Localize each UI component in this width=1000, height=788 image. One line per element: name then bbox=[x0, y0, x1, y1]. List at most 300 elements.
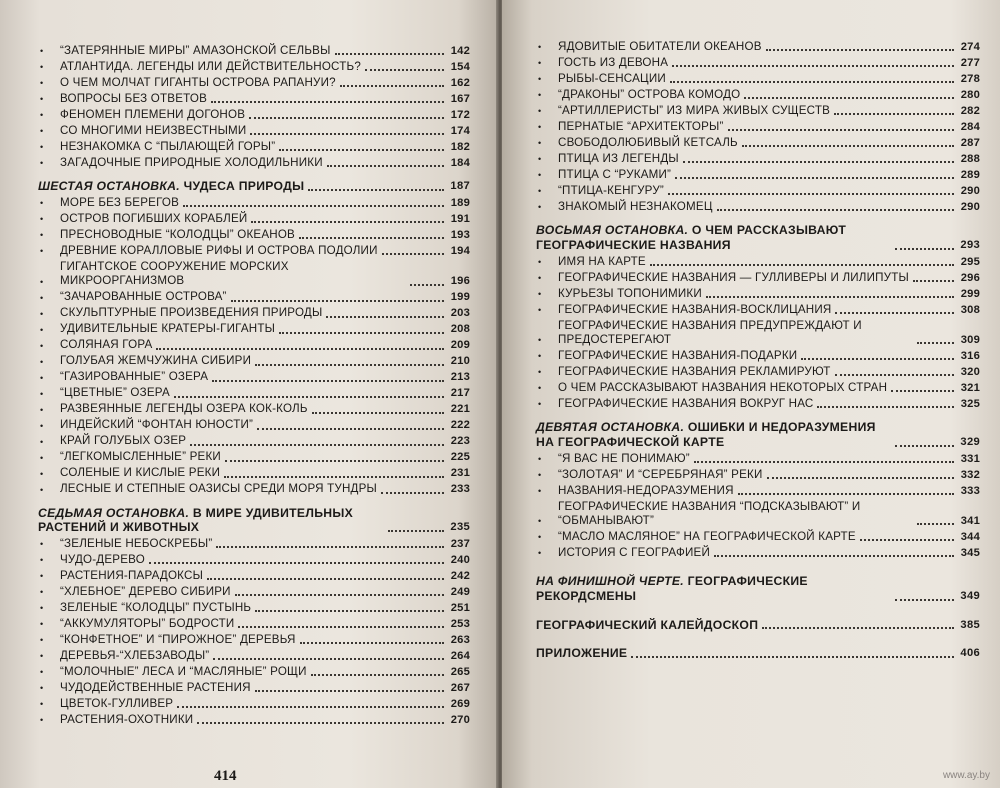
page-number: 267 bbox=[450, 682, 470, 694]
entry-title: ЧУДО-ДЕРЕВО bbox=[60, 553, 145, 566]
section-title: О ЧЕМ РАССКАЗЫВАЮТ ГЕОГРАФИЧЕСКИЕ НАЗВАНИЯ bbox=[536, 223, 847, 252]
page-number: 199 bbox=[450, 291, 470, 304]
toc-entry bbox=[536, 40, 980, 54]
toc-entry bbox=[38, 370, 470, 384]
section-heading-8 bbox=[536, 223, 980, 252]
entry-title: ПТИЦА ИЗ ЛЕГЕНДЫ bbox=[558, 152, 679, 165]
leader-dots bbox=[410, 284, 444, 286]
leader-dots bbox=[683, 161, 954, 163]
toc-entry bbox=[38, 354, 470, 368]
entry-title: ВОПРОСЫ БЕЗ ОТВЕТОВ bbox=[60, 92, 208, 105]
entry-title: “ПТИЦА-КЕНГУРУ” bbox=[558, 184, 664, 197]
bullet-icon: • bbox=[40, 324, 44, 335]
leader-dots bbox=[149, 562, 444, 564]
entry-title: МОРЕ БЕЗ БЕРЕГОВ bbox=[60, 196, 180, 209]
toc-entry bbox=[38, 402, 470, 416]
bullet-icon: • bbox=[40, 404, 44, 415]
toc-entry bbox=[38, 306, 470, 320]
bullet-icon: • bbox=[40, 388, 44, 399]
toc-entry bbox=[38, 569, 470, 583]
toc-entry bbox=[536, 381, 980, 395]
bullet-icon: • bbox=[538, 154, 542, 165]
page-number: 208 bbox=[450, 323, 470, 336]
bullet-icon: • bbox=[40, 276, 44, 287]
leader-dots bbox=[834, 113, 954, 115]
toc-entry bbox=[38, 482, 470, 496]
page-number: 280 bbox=[960, 89, 980, 101]
bullet-icon: • bbox=[538, 122, 542, 133]
entry-title: АТЛАНТИДА. ЛЕГЕНДЫ ИЛИ ДЕЙСТВИТЕЛЬНОСТЬ? bbox=[60, 60, 361, 73]
toc-entry bbox=[38, 76, 470, 90]
bullet-icon: • bbox=[538, 305, 542, 315]
bullet-icon: • bbox=[40, 308, 44, 319]
toc-entry bbox=[38, 553, 470, 567]
bullet-icon: • bbox=[40, 46, 44, 57]
toc-entry bbox=[536, 152, 980, 166]
bullet-icon: • bbox=[538, 486, 542, 496]
bullet-icon: • bbox=[40, 246, 44, 257]
page-number: 344 bbox=[960, 531, 980, 543]
section-heading-final bbox=[536, 574, 980, 603]
leader-dots bbox=[717, 209, 954, 211]
page-number: 209 bbox=[450, 339, 470, 352]
entry-title: РАЗВЕЯННЫЕ ЛЕГЕНДЫ ОЗЕРА КОК-КОЛЬ bbox=[60, 402, 308, 416]
section-title: ГЕОГРАФИЧЕСКИЙ КАЛЕЙДОСКОП bbox=[536, 617, 759, 632]
bullet-icon: • bbox=[40, 539, 44, 550]
leader-dots bbox=[190, 444, 444, 446]
section-lead: ДЕВЯТАЯ ОСТАНОВКА. bbox=[536, 420, 685, 435]
entry-title: ЗЕЛЕНЫЕ “КОЛОДЦЫ” ПУСТЫНЬ bbox=[60, 601, 252, 614]
leader-dots bbox=[216, 546, 444, 548]
toc-entry bbox=[38, 665, 470, 679]
toc-entry bbox=[38, 601, 470, 615]
page-number: 237 bbox=[450, 538, 470, 550]
page-number: 264 bbox=[450, 650, 470, 662]
bullet-icon: • bbox=[538, 186, 542, 197]
toc-entry bbox=[536, 184, 980, 198]
leader-dots bbox=[694, 461, 954, 463]
bullet-icon: • bbox=[538, 74, 542, 85]
entry-title: ГЕОГРАФИЧЕСКИЕ НАЗВАНИЯ — ГУЛЛИВЕРЫ И ЛИЛИПУТЫ bbox=[558, 270, 909, 284]
entry-title: “ЗЕЛЕНЫЕ НЕБОСКРЕБЫ” bbox=[60, 537, 213, 550]
bullet-icon: • bbox=[40, 436, 44, 447]
bullet-icon: • bbox=[40, 619, 44, 630]
watermark: www.ay.by bbox=[942, 770, 990, 781]
page-number: 196 bbox=[450, 275, 470, 288]
leader-dots bbox=[249, 117, 444, 119]
section-heading-6 bbox=[38, 179, 470, 194]
toc-entry bbox=[38, 260, 470, 289]
section-lead: НА ФИНИШНОЙ ЧЕРТЕ. bbox=[536, 574, 684, 589]
entry-title: ПТИЦА С “РУКАМИ” bbox=[558, 168, 672, 181]
entry-title: “ЗАЧАРОВАННЫЕ ОСТРОВА” bbox=[60, 290, 227, 304]
leader-dots bbox=[327, 165, 444, 167]
leader-dots bbox=[381, 492, 444, 494]
bullet-icon: • bbox=[538, 289, 542, 299]
bullet-icon: • bbox=[538, 367, 542, 378]
leader-dots bbox=[212, 380, 444, 382]
toc-entry bbox=[38, 697, 470, 711]
page-number: 282 bbox=[960, 105, 980, 117]
toc-entry bbox=[536, 365, 980, 379]
bullet-icon: • bbox=[40, 110, 44, 121]
page-number: 242 bbox=[450, 570, 470, 582]
bullet-icon: • bbox=[40, 94, 44, 105]
entry-title: ЛЕСНЫЕ И СТЕПНЫЕ ОАЗИСЫ СРЕДИ МОРЯ ТУНДРЫ bbox=[60, 482, 378, 496]
page-number: 341 bbox=[960, 515, 980, 527]
bullet-icon: • bbox=[40, 78, 44, 89]
entry-title: “АРТИЛЛЕРИСТЫ” ИЗ МИРА ЖИВЫХ СУЩЕСТВ bbox=[558, 104, 831, 117]
entry-title: “МАСЛО МАСЛЯНОЕ” НА ГЕОГРАФИЧЕСКОЙ КАРТЕ bbox=[558, 530, 856, 543]
entry-title: СО МНОГИМИ НЕИЗВЕСТНЫМИ bbox=[60, 124, 247, 137]
leader-dots bbox=[801, 358, 954, 360]
entry-title: ИМЯ НА КАРТЕ bbox=[558, 254, 646, 268]
entry-title: ФЕНОМЕН ПЛЕМЕНИ ДОГОНОВ bbox=[60, 108, 246, 121]
entry-title: О ЧЕМ МОЛЧАТ ГИГАНТЫ ОСТРОВА РАПАНУИ? bbox=[60, 76, 336, 89]
page-number: 320 bbox=[960, 366, 980, 378]
bullet-icon: • bbox=[40, 715, 44, 726]
page-number: 223 bbox=[450, 435, 470, 448]
page-number: 345 bbox=[960, 547, 980, 559]
leader-dots bbox=[895, 248, 954, 250]
page-number: 333 bbox=[960, 484, 980, 497]
toc-entry bbox=[536, 319, 980, 348]
page-number: 296 bbox=[960, 271, 980, 284]
leader-dots bbox=[728, 129, 954, 131]
page-number: 265 bbox=[450, 666, 470, 678]
toc-entry bbox=[536, 168, 980, 182]
entry-title: РАСТЕНИЯ-ПАРАДОКСЫ bbox=[60, 569, 204, 582]
leader-dots bbox=[340, 85, 444, 87]
bullet-icon: • bbox=[40, 356, 44, 367]
bullet-icon: • bbox=[40, 158, 44, 169]
bullet-icon: • bbox=[40, 292, 44, 303]
entry-title: КУРЬЕЗЫ ТОПОНИМИКИ bbox=[558, 286, 702, 300]
toc-entry bbox=[38, 649, 470, 663]
page-number: 253 bbox=[450, 618, 470, 630]
page-number: 269 bbox=[450, 698, 470, 710]
entry-title: “МОЛОЧНЫЕ” ЛЕСА И “МАСЛЯНЫЕ” РОЩИ bbox=[60, 665, 307, 678]
leader-dots bbox=[860, 539, 954, 541]
page-number: 193 bbox=[450, 229, 470, 241]
leader-dots bbox=[224, 476, 444, 478]
bullet-icon: • bbox=[40, 340, 44, 351]
entry-title: УДИВИТЕЛЬНЫЕ КРАТЕРЫ-ГИГАНТЫ bbox=[60, 322, 276, 336]
leader-dots bbox=[235, 594, 444, 596]
entry-title: ДЕРЕВЬЯ-“ХЛЕБЗАВОДЫ” bbox=[60, 649, 210, 662]
bullet-icon: • bbox=[538, 399, 542, 410]
bullet-icon: • bbox=[538, 170, 542, 181]
bullet-icon: • bbox=[40, 420, 44, 431]
entry-title: “ЛЕГКОМЫСЛЕННЫЕ” РЕКИ bbox=[60, 450, 221, 464]
toc-entry bbox=[536, 287, 980, 301]
toc-entry bbox=[536, 500, 980, 529]
leader-dots bbox=[382, 253, 444, 255]
page-number: 154 bbox=[450, 61, 470, 73]
entry-title: “Я ВАС НЕ ПОНИМАЮ” bbox=[558, 451, 690, 465]
toc-entry bbox=[536, 546, 980, 560]
page-number: 349 bbox=[960, 590, 980, 602]
leader-dots bbox=[300, 642, 444, 644]
page-number: 385 bbox=[960, 618, 980, 631]
leader-dots bbox=[238, 626, 444, 628]
page-number: 289 bbox=[960, 169, 980, 181]
leader-dots bbox=[308, 189, 444, 191]
toc-group-top-left bbox=[38, 44, 470, 170]
leader-dots bbox=[913, 280, 954, 282]
bullet-icon: • bbox=[40, 587, 44, 598]
leader-dots bbox=[213, 658, 444, 660]
leader-dots bbox=[225, 460, 444, 462]
toc-entry bbox=[536, 452, 980, 466]
bullet-icon: • bbox=[538, 106, 542, 117]
toc-entry bbox=[38, 633, 470, 647]
bullet-icon: • bbox=[40, 372, 44, 383]
leader-dots bbox=[335, 53, 444, 55]
page-number: 225 bbox=[450, 451, 470, 464]
toc-entry bbox=[536, 468, 980, 482]
leader-dots bbox=[670, 81, 954, 83]
leader-dots bbox=[255, 610, 444, 612]
toc-entry bbox=[38, 681, 470, 695]
toc-entry bbox=[536, 255, 980, 269]
bullet-icon: • bbox=[538, 335, 542, 346]
bullet-icon: • bbox=[538, 90, 542, 101]
bullet-icon: • bbox=[40, 484, 44, 495]
section-title: ЧУДЕСА ПРИРОДЫ bbox=[183, 179, 305, 194]
leader-dots bbox=[650, 264, 954, 266]
entry-title: ГОЛУБАЯ ЖЕМЧУЖИНА СИБИРИ bbox=[60, 354, 252, 368]
leader-dots bbox=[257, 428, 444, 430]
section-title: В МИРЕ УДИВИТЕЛЬНЫХ РАСТЕНИЙ И ЖИВОТНЫХ bbox=[38, 505, 354, 535]
leader-dots bbox=[156, 348, 444, 350]
entry-title: ЗАГАДОЧНЫЕ ПРИРОДНЫЕ ХОЛОДИЛЬНИКИ bbox=[60, 156, 323, 169]
page-number: 293 bbox=[960, 239, 980, 251]
entry-title: ОСТРОВ ПОГИБШИХ КОРАБЛЕЙ bbox=[60, 212, 248, 225]
leader-dots bbox=[835, 312, 954, 314]
entry-title: ЗНАКОМЫЙ НЕЗНАКОМЕЦ bbox=[558, 200, 713, 213]
entry-title: НАЗВАНИЯ-НЕДОРАЗУМЕНИЯ bbox=[558, 483, 734, 497]
bullet-icon: • bbox=[538, 273, 542, 283]
bullet-icon: • bbox=[40, 603, 44, 614]
bullet-icon: • bbox=[40, 635, 44, 646]
page-number: 210 bbox=[450, 355, 470, 368]
toc-entry bbox=[38, 466, 470, 480]
leader-dots bbox=[917, 523, 954, 525]
bullet-icon: • bbox=[40, 126, 44, 137]
toc-entry bbox=[38, 228, 470, 242]
toc-entry bbox=[536, 271, 980, 285]
page-number: 329 bbox=[960, 436, 980, 448]
page-number: 172 bbox=[450, 109, 470, 121]
page-number: 287 bbox=[960, 137, 980, 149]
page-number: 284 bbox=[960, 121, 980, 133]
page-number: 278 bbox=[960, 73, 980, 85]
bullet-icon: • bbox=[538, 42, 542, 53]
bullet-icon: • bbox=[40, 198, 44, 209]
toc-group-section-7 bbox=[38, 537, 470, 727]
entry-title: ГЕОГРАФИЧЕСКИЕ НАЗВАНИЯ РЕКЛАМИРУЮТ bbox=[558, 365, 831, 378]
toc-entry bbox=[38, 537, 470, 551]
toc-group-section-8 bbox=[536, 255, 980, 412]
entry-title: ПЕРНАТЫЕ “АРХИТЕКТОРЫ” bbox=[558, 120, 724, 133]
bullet-icon: • bbox=[40, 571, 44, 582]
leader-dots bbox=[767, 477, 955, 479]
leader-dots bbox=[891, 390, 954, 392]
section-heading-appendix bbox=[536, 646, 980, 661]
section-heading-kaleidoscope bbox=[536, 618, 980, 633]
leader-dots bbox=[207, 578, 444, 580]
leader-dots bbox=[895, 445, 954, 447]
bullet-icon: • bbox=[40, 555, 44, 566]
entry-title: СКУЛЬПТУРНЫЕ ПРОИЗВЕДЕНИЯ ПРИРОДЫ bbox=[60, 306, 323, 320]
entry-title: РЫБЫ-СЕНСАЦИИ bbox=[558, 72, 666, 85]
page-number: 249 bbox=[450, 586, 470, 598]
leader-dots bbox=[672, 65, 954, 67]
leader-dots bbox=[762, 627, 954, 629]
entry-title: “ЗОЛОТАЯ” И “СЕРЕБРЯНАЯ” РЕКИ bbox=[558, 467, 763, 481]
entry-title: “ХЛЕБНОЕ” ДЕРЕВО СИБИРИ bbox=[60, 585, 231, 598]
leader-dots bbox=[835, 374, 954, 376]
page-number: 277 bbox=[960, 57, 980, 69]
toc-entry bbox=[38, 585, 470, 599]
page-number: 270 bbox=[450, 714, 470, 726]
page-number: 299 bbox=[960, 287, 980, 300]
page-number: 221 bbox=[450, 403, 470, 416]
page-number: 187 bbox=[450, 180, 470, 193]
toc-entry bbox=[38, 418, 470, 432]
entry-title: “ГАЗИРОВАННЫЕ” ОЗЕРА bbox=[60, 370, 209, 384]
leader-dots bbox=[211, 101, 444, 103]
toc-group-section-6 bbox=[38, 196, 470, 497]
bullet-icon: • bbox=[40, 651, 44, 662]
entry-title: ЧУДОДЕЙСТВЕННЫЕ РАСТЕНИЯ bbox=[60, 681, 251, 694]
toc-entry bbox=[38, 196, 470, 210]
leader-dots bbox=[917, 342, 954, 344]
entry-title: ИНДЕЙСКИЙ “ФОНТАН ЮНОСТИ” bbox=[60, 418, 254, 432]
page-number: 308 bbox=[960, 303, 980, 316]
page-number: 194 bbox=[450, 245, 470, 257]
page-number: 182 bbox=[450, 141, 470, 153]
page-number: 332 bbox=[960, 468, 980, 481]
left-page bbox=[0, 0, 498, 788]
bullet-icon: • bbox=[40, 214, 44, 225]
toc-entry bbox=[536, 136, 980, 150]
entry-title: “ДРАКОНЫ” ОСТРОВА КОМОДО bbox=[558, 88, 741, 101]
leader-dots bbox=[251, 221, 444, 223]
toc-entry bbox=[38, 156, 470, 170]
entry-title: СВОБОДОЛЮБИВЫЙ КЕТСАЛЬ bbox=[558, 136, 738, 149]
page-number: 295 bbox=[960, 255, 980, 268]
bullet-icon: • bbox=[40, 142, 44, 153]
entry-title: РАСТЕНИЯ-ОХОТНИКИ bbox=[60, 713, 194, 726]
page-number: 288 bbox=[960, 153, 980, 165]
entry-title: ГОСТЬ ИЗ ДЕВОНА bbox=[558, 56, 669, 69]
bullet-icon: • bbox=[538, 516, 542, 527]
entry-title: ПРЕСНОВОДНЫЕ “КОЛОДЦЫ” ОКЕАНОВ bbox=[60, 228, 295, 241]
toc-entry bbox=[38, 434, 470, 448]
section-lead: ВОСЬМАЯ ОСТАНОВКА. bbox=[536, 223, 689, 238]
toc-entry bbox=[38, 244, 470, 258]
leader-dots bbox=[255, 690, 444, 692]
entry-title: НЕЗНАКОМКА С “ПЫЛАЮЩЕЙ ГОРЫ” bbox=[60, 140, 276, 153]
page-number: 251 bbox=[450, 602, 470, 614]
leader-dots bbox=[365, 69, 444, 71]
leader-dots bbox=[895, 599, 954, 601]
leader-dots bbox=[714, 555, 954, 557]
toc-entry bbox=[536, 120, 980, 134]
toc-entry bbox=[536, 484, 980, 498]
toc-entry bbox=[536, 349, 980, 363]
page-number: 240 bbox=[450, 554, 470, 566]
entry-title: ГЕОГРАФИЧЕСКИЕ НАЗВАНИЯ ВОКРУГ НАС bbox=[558, 397, 814, 410]
leader-dots bbox=[668, 193, 954, 195]
page-number: 235 bbox=[450, 521, 470, 534]
entry-title: “ЗАТЕРЯННЫЕ МИРЫ” АМАЗОНСКОЙ СЕЛЬВЫ bbox=[60, 44, 331, 57]
leader-dots bbox=[197, 722, 444, 724]
toc-entry bbox=[536, 56, 980, 70]
bullet-icon: • bbox=[538, 532, 542, 543]
leader-dots bbox=[706, 296, 954, 298]
bullet-icon: • bbox=[40, 230, 44, 241]
leader-dots bbox=[326, 316, 444, 318]
page-folio: 414 bbox=[214, 768, 237, 784]
bullet-icon: • bbox=[40, 452, 44, 463]
page-number: 316 bbox=[960, 350, 980, 362]
section-title: ОШИБКИ И НЕДОРАЗУМЕНИЯ НА ГЕОГРАФИЧЕСКОЙ КАРТЕ bbox=[536, 420, 876, 449]
entry-title: ИСТОРИЯ С ГЕОГРАФИЕЙ bbox=[558, 546, 710, 559]
entry-title: ГЕОГРАФИЧЕСКИЕ НАЗВАНИЯ ПРЕДУПРЕЖДАЮТ И ПРЕДОСТЕРЕГАЮТ bbox=[558, 318, 862, 346]
entry-title: СОЛЕНЫЕ И КИСЛЫЕ РЕКИ bbox=[60, 466, 221, 480]
bullet-icon: • bbox=[40, 667, 44, 678]
toc-entry bbox=[38, 124, 470, 138]
toc-entry bbox=[536, 397, 980, 411]
entry-title: ГЕОГРАФИЧЕСКИЕ НАЗВАНИЯ-ВОСКЛИЦАНИЯ bbox=[558, 302, 832, 316]
toc-entry bbox=[38, 44, 470, 58]
page-number: 274 bbox=[960, 41, 980, 53]
leader-dots bbox=[279, 149, 444, 151]
leader-dots bbox=[744, 97, 954, 99]
leader-dots bbox=[177, 706, 444, 708]
toc-entry bbox=[536, 72, 980, 86]
entry-title: ГЕОГРАФИЧЕСКИЕ НАЗВАНИЯ “ПОДСКАЗЫВАЮТ” И “ОБМАНЫВАЮТ” bbox=[558, 499, 861, 527]
bullet-icon: • bbox=[538, 257, 542, 267]
bullet-icon: • bbox=[40, 468, 44, 479]
page-number: 222 bbox=[450, 419, 470, 432]
leader-dots bbox=[631, 656, 954, 658]
bullet-icon: • bbox=[538, 202, 542, 213]
entry-title: “КОНФЕТНОЕ” И “ПИРОЖНОЕ” ДЕРЕВЬЯ bbox=[60, 633, 296, 646]
right-page bbox=[502, 0, 1000, 788]
entry-title: ЯДОВИТЫЕ ОБИТАТЕЛИ ОКЕАНОВ bbox=[558, 40, 762, 53]
page-number: 263 bbox=[450, 634, 470, 646]
leader-dots bbox=[299, 237, 444, 239]
section-title: ГЕОГРАФИЧЕСКИЕ РЕКОРДСМЕНЫ bbox=[536, 574, 808, 603]
toc-entry bbox=[38, 60, 470, 74]
bullet-icon: • bbox=[538, 351, 542, 362]
page-number: 290 bbox=[960, 201, 980, 213]
section-heading-9 bbox=[536, 420, 980, 449]
toc-entry bbox=[536, 530, 980, 544]
leader-dots bbox=[183, 205, 444, 207]
leader-dots bbox=[174, 396, 444, 398]
entry-title: ГЕОГРАФИЧЕСКИЕ НАЗВАНИЯ-ПОДАРКИ bbox=[558, 349, 798, 362]
page-number: 325 bbox=[960, 398, 980, 410]
leader-dots bbox=[279, 332, 444, 334]
page-number: 231 bbox=[450, 467, 470, 480]
toc-entry bbox=[536, 200, 980, 214]
page-number: 406 bbox=[960, 647, 980, 660]
